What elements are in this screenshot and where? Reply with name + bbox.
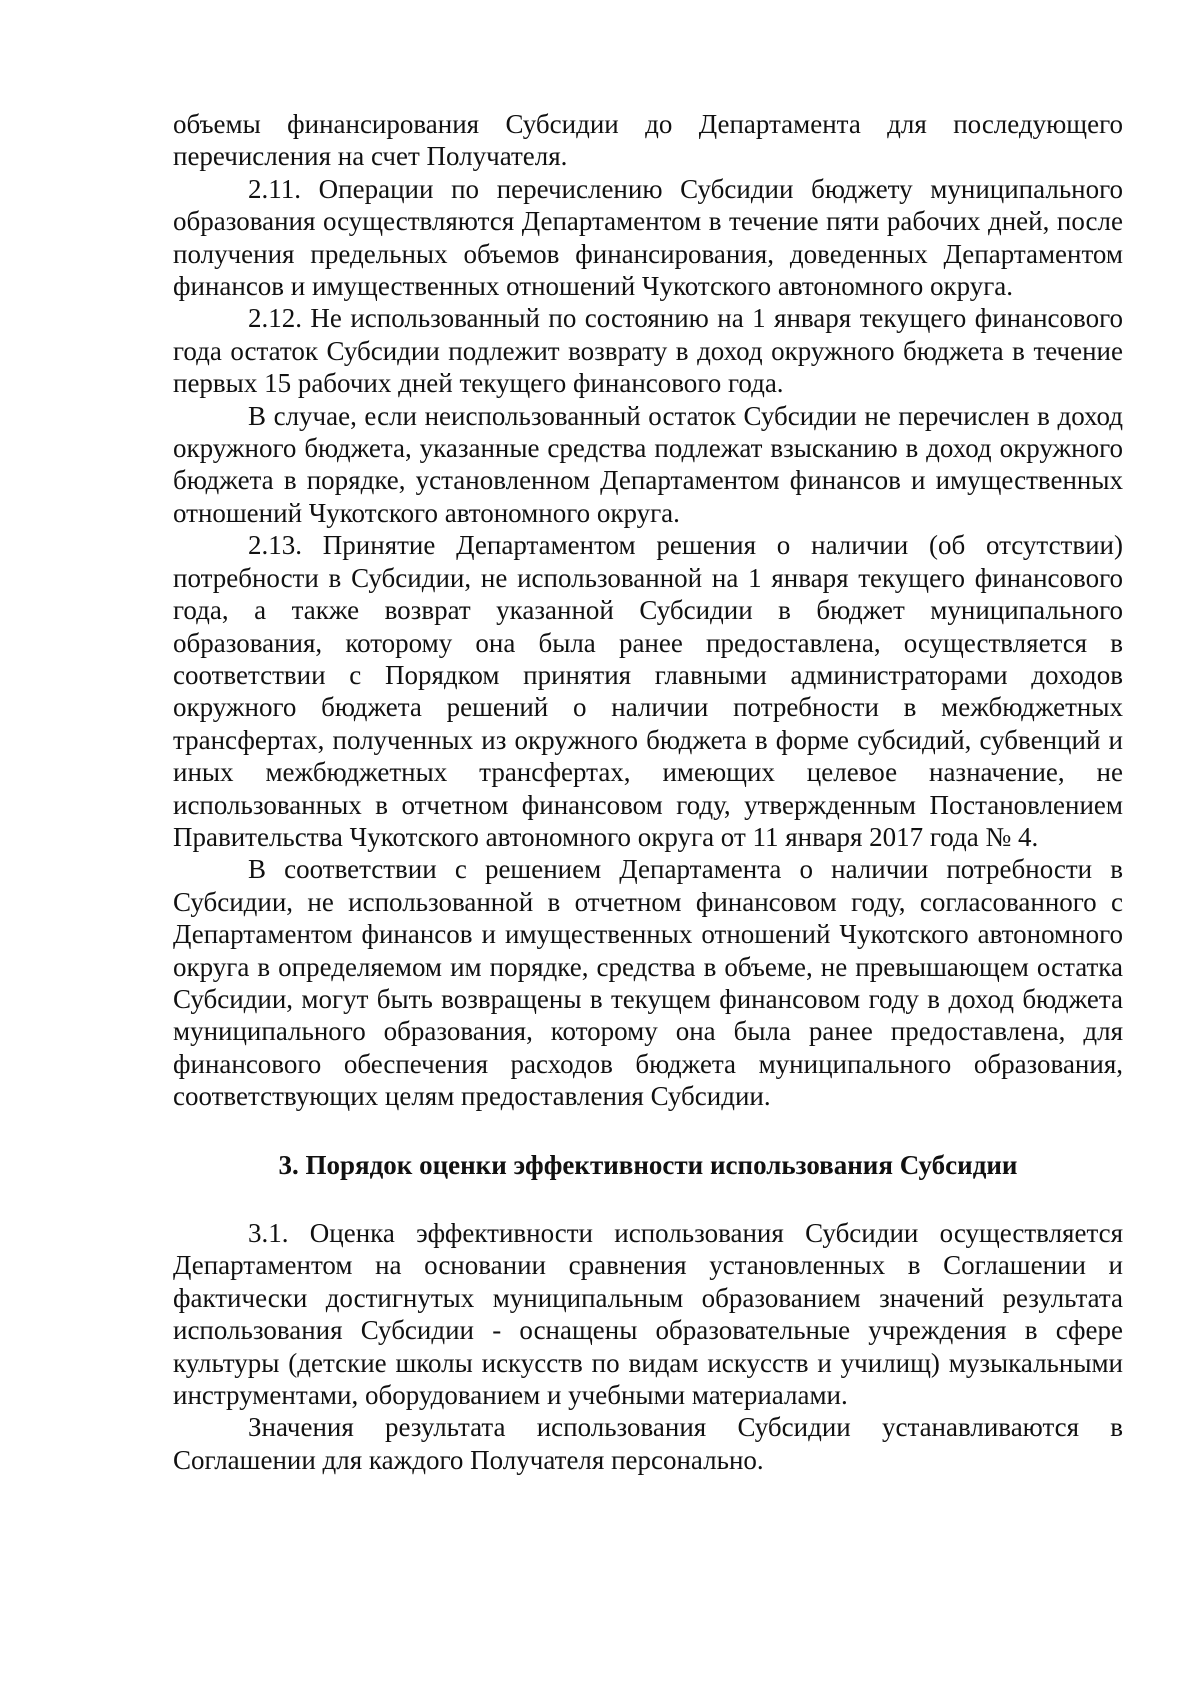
paragraph-2-13: 2.13. Принятие Департаментом решения о наличии (об отсутствии) потребности в Субсидии, не использованной на 1 января текущего финансового года, а также возврат указанной Субсидии в бюджет муниципального образования, которому она была ранее предоставлена, осуществляется в соответствии с Порядком принятия главными администраторами доходов окружного бюджета решений о наличии потребности в межбюджетных трансфертах, полученных из окружного бюджета в форме субсидий, субвенций и иных межбюджетных трансфертах, имеющих целевое назначение, не использованных в отчетном финансовом году, утвержденным Постановлением Правительства Чукотского автономного округа от 11 января 2017 года № 4.	[173, 530, 1123, 852]
section-heading: 3. Порядок оценки эффективности использования Субсидии	[278, 1149, 1018, 1180]
paragraph-continuation: объемы финансирования Субсидии до Департамента для последующего перечисления на счет Получателя.	[173, 109, 1123, 172]
paragraph-2-12: 2.12. Не использованный по состоянию на 1 января текущего финансового года остаток Субсидии подлежит возврату в доход окружного бюджета в течение первых 15 рабочих дней текущего финансового года.	[173, 303, 1123, 399]
paragraph-3-1-values: Значения результата использования Субсидии устанавливаются в Соглашении для каждого Получателя персонально.	[173, 1412, 1123, 1475]
document-page	[173, 108, 1123, 1476]
paragraph-2-11: 2.11. Операции по перечислению Субсидии бюджету муниципального образования осуществляются Департаментом в течение пяти рабочих дней, после получения предельных объемов финансирования, доведенных Департаментом финансов и имущественных отношений Чукотского автономного округа.	[173, 173, 1123, 302]
paragraph-3-1: 3.1. Оценка эффективности использования Субсидии осуществляется Департаментом на основании сравнения установленных в Соглашении и фактически достигнутых муниципальным образованием значений результата использования Субсидии - оснащены образовательные учреждения в сфере культуры (детские школы искусств по видам искусств и училищ) музыкальными инструментами, оборудованием и учебными материалами.	[173, 1218, 1123, 1411]
paragraph-2-13-decision: В соответствии с решением Департамента о наличии потребности в Субсидии, не использованной в отчетном финансовом году, согласованного с Департаментом финансов и имущественных отношений Чукотского автономного округа в определяемом им порядке, средства в объеме, не превышающем остатка Субсидии, могут быть возвращены в текущем финансовом году в доход бюджета муниципального образования, которому она была ранее предоставлена, для финансового обеспечения расходов бюджета муниципального образования, соответствующих целям предоставления Субсидии.	[173, 854, 1123, 1112]
paragraph-2-12-case: В случае, если неиспользованный остаток Субсидии не перечислен в доход окружного бюджета, указанные средства подлежат взысканию в доход окружного бюджета в порядке, установленном Департаментом финансов и имущественных отношений Чукотского автономного округа.	[173, 400, 1123, 528]
